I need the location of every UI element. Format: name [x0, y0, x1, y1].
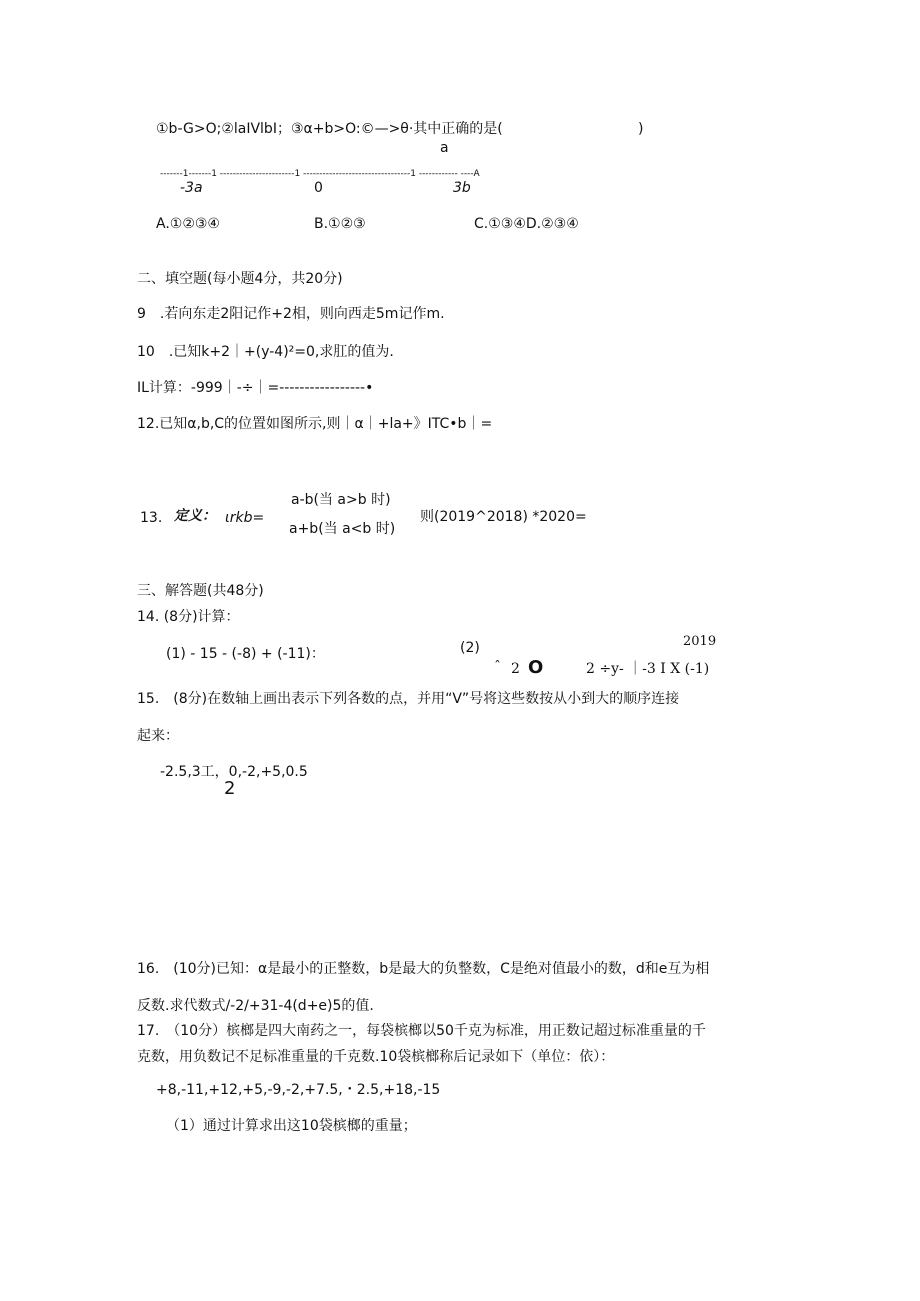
- q17-part1: （1）通过计算求出这10袋槟榔的重量；: [166, 1118, 417, 1134]
- q13-number: 13.: [140, 510, 163, 526]
- q13-case2: a+b(当 a<b 时): [289, 521, 396, 537]
- q10-text: 10 .已知k+2｜+(y-4)²=0,求肛的值为.: [137, 344, 394, 360]
- q13-result: 则(2019^2018) *2020=: [420, 509, 587, 525]
- q17-line1: 17. （10分）槟榔是四大南药之一，每袋槟榔以50千克为标准，用正数记超过标准重量的千: [137, 1023, 706, 1039]
- q14-title: 14. (8分)计算：: [137, 609, 240, 625]
- q15-line2: 起来：: [137, 728, 179, 744]
- q13-label: 定义：: [174, 508, 216, 524]
- number-line-label-left: -3a: [180, 180, 203, 196]
- q16-line1: 16. (10分)已知：α是最小的正整数，b是最大的负整数，C是绝对值最小的数，d和e互为相: [137, 961, 710, 977]
- number-line-axis: -------1-------1 -----------------------1 ---------------------------------1 ------------ ----A: [160, 169, 480, 179]
- q14-part2-label: (2): [460, 640, 480, 656]
- q17-data: +8,-11,+12,+5,-9,-2,+7.5,・2.5,+18,-15: [156, 1082, 441, 1098]
- q15-line1: 15. (8分)在数轴上画出表示下列各数的点，并用“V”号将这些数按从小到大的顺序连接: [137, 691, 680, 707]
- q13-case1: a-b(当 a>b 时): [291, 492, 391, 508]
- q9-text: 9 .若向东走2阳记作+2相，则向西走5m记作m.: [137, 306, 445, 322]
- q17-line2: 克数，用负数记不足标准重量的千克数.10袋槟榔称后记录如下（单位：依）：: [137, 1049, 615, 1065]
- q14-part2-two: 2: [511, 661, 520, 677]
- q15-sub: 2: [224, 778, 236, 799]
- section3-heading: 三、解答题(共48分): [137, 583, 264, 599]
- q14-part1: (1) - 15 - (-8) + (-11)：: [166, 646, 325, 662]
- q14-part2-rest: 2 ÷y- ｜-3 I X (-1): [586, 661, 710, 677]
- q8-statements: ①b-G>O;②laIVlbI；③α+b>O:©—>θ·其中正确的是(: [156, 121, 503, 137]
- q11-text: IL计算：-999｜-÷｜=-----------------•: [137, 380, 374, 396]
- q14-part2-exponent: 2019: [683, 634, 717, 649]
- q8-option-b: B.①②③: [314, 216, 366, 232]
- q8-fraction-denominator: a: [440, 140, 449, 156]
- q14-part2-caret: ˆ: [494, 659, 501, 675]
- number-line-label-right: 3b: [453, 180, 471, 196]
- q14-part2-circle: O: [528, 657, 544, 678]
- q12-text: 12.已知α,b,C的位置如图所示,则｜α｜+la+》ITC•b｜=: [137, 416, 493, 432]
- q8-option-cd: C.①③④D.②③④: [474, 216, 579, 232]
- section2-heading: 二、填空题(每小题4分，共20分): [137, 271, 343, 287]
- number-line-label-zero: 0: [314, 180, 323, 196]
- q8-option-a: A.①②③④: [156, 216, 220, 232]
- q8-close-paren: ): [638, 121, 644, 137]
- q13-expr: ιrkb=: [225, 510, 265, 526]
- q15-numbers: -2.5,3工，0,-2,+5,0.5: [160, 764, 308, 780]
- q16-line2: 反数.求代数式/-2/+31-4(d+e)5的值.: [137, 998, 374, 1014]
